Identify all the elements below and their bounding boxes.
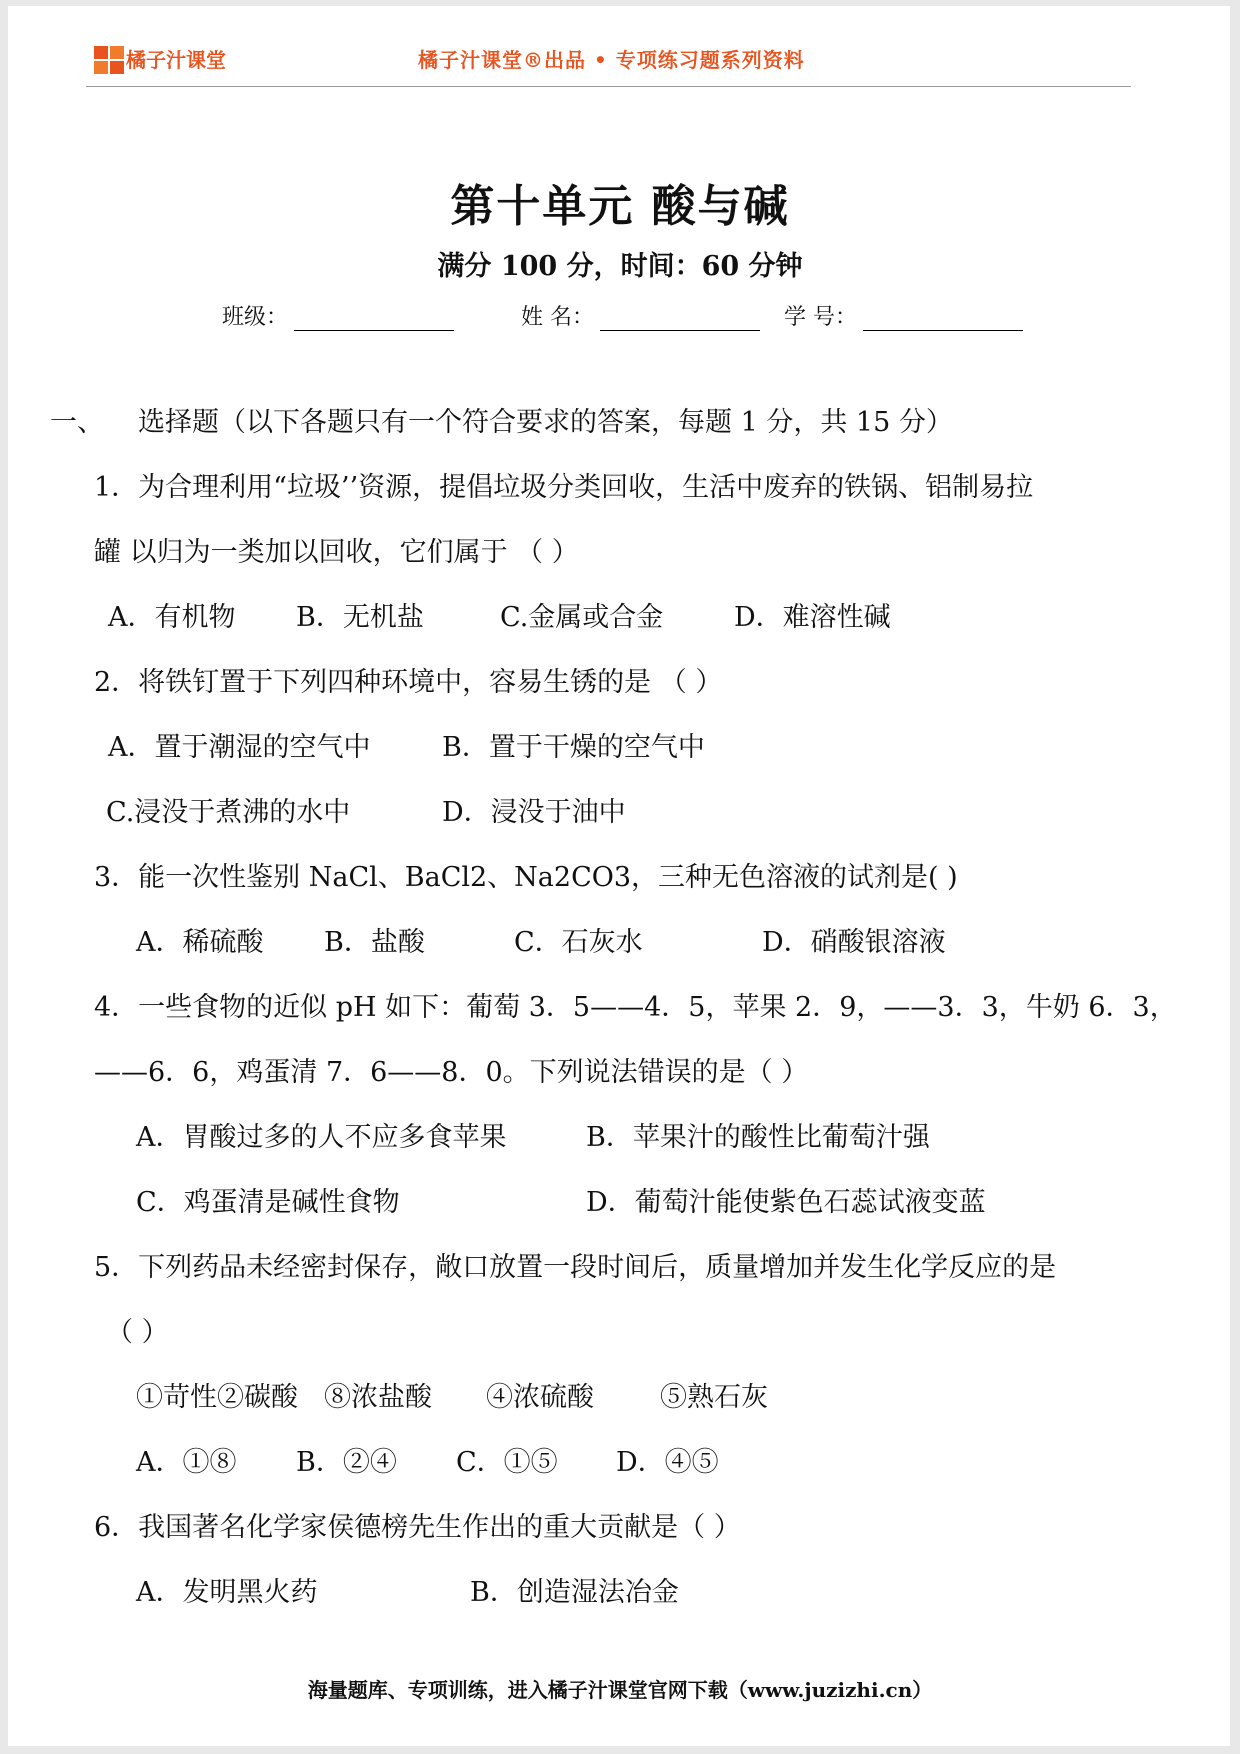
question-3-option-a: A．稀硫酸 <box>136 927 264 958</box>
question-1-option-d: D．难溶性碱 <box>734 602 891 633</box>
class-label: 班级： <box>222 305 289 330</box>
question-6-stem: 6．我国著名化学家侯德榜先生作出的重大贡献是（ ） <box>94 1512 741 1543</box>
id-field <box>784 300 1023 331</box>
page-header <box>86 42 1131 87</box>
question-5-item-2: ⑧浓盐酸 <box>324 1382 432 1413</box>
name-label: 姓 名： <box>521 305 594 330</box>
question-2-option-c: C.浸没于煮沸的水中 <box>106 797 351 828</box>
question-3-option-b: B．盐酸 <box>324 927 425 958</box>
page-footer: 海量题库、专项训练，进入橘子汁课堂官网下载（www.juzizhi.cn） <box>307 1678 933 1702</box>
question-1-stem-line2: 罐 以归为一类加以回收，它们属于 （ ） <box>94 537 579 568</box>
question-6-option-b: B．创造湿法冶金 <box>470 1577 679 1608</box>
question-1-option-b: B．无机盐 <box>296 602 424 633</box>
page-subtitle: 满分 100 分，时间：60 分钟 <box>437 251 803 282</box>
question-1-option-c: C.金属或合金 <box>500 602 664 633</box>
question-4-option-c: C．鸡蛋清是碱性食物 <box>136 1187 400 1218</box>
question-5-item-3: ④浓硫酸 <box>486 1382 594 1413</box>
question-5-item-1: ①苛性②碳酸 <box>136 1382 298 1413</box>
question-2-stem: 2．将铁钉置于下列四种环境中，容易生锈的是 （ ） <box>94 667 723 698</box>
question-3-stem: 3．能一次性鉴别 NaCl、BaCl2、Na2CO3，三种无色溶液的试剂是( ) <box>94 862 958 893</box>
question-5-option-a: A．①⑧ <box>136 1447 237 1478</box>
brand-logo-icon <box>94 46 126 76</box>
brand-name: 橘子汁课堂 <box>126 48 226 72</box>
class-blank[interactable] <box>294 308 454 331</box>
question-4-stem-line1: 4．一些食物的近似 pH 如下：葡萄 3．5——4．5，苹果 2．9，——3．3，牛奶 6．3， <box>94 992 1177 1023</box>
question-4-option-a: A．胃酸过多的人不应多食苹果 <box>136 1122 507 1153</box>
question-5-option-b: B．②④ <box>296 1447 397 1478</box>
section-number: 一、 <box>50 407 104 438</box>
question-2-option-d: D．浸没于油中 <box>442 797 626 828</box>
question-3-option-d: D．硝酸银溶液 <box>762 927 946 958</box>
question-6-option-a: A．发明黑火药 <box>136 1577 318 1608</box>
question-5-item-4: ⑤熟石灰 <box>660 1382 768 1413</box>
question-5-stem-line2: （ ） <box>106 1317 169 1348</box>
page-title: 第十单元 酸与碱 <box>450 181 790 232</box>
name-field <box>521 300 760 331</box>
class-field <box>222 300 454 331</box>
question-2-option-a: A．置于潮湿的空气中 <box>108 732 371 763</box>
question-4-option-d: D．葡萄汁能使紫色石蕊试液变蓝 <box>586 1187 986 1218</box>
question-5-option-d: D．④⑤ <box>616 1447 719 1478</box>
question-2-option-b: B．置于干燥的空气中 <box>442 732 705 763</box>
question-4-stem-line2: ——6．6，鸡蛋清 7．6——8．0。下列说法错误的是（ ） <box>94 1057 809 1088</box>
id-label: 学 号： <box>784 305 857 330</box>
question-5-stem-line1: 5．下列药品未经密封保存，敞口放置一段时间后，质量增加并发生化学反应的是 <box>94 1252 1057 1283</box>
question-1-option-a: A．有机物 <box>108 602 236 633</box>
question-3-option-c: C．石灰水 <box>514 927 643 958</box>
header-slogan: 橘子汁课堂®出品 • 专项练习题系列资料 <box>418 48 805 72</box>
name-blank[interactable] <box>600 308 760 331</box>
section-heading: 选择题（以下各题只有一个符合要求的答案，每题 1 分，共 15 分） <box>138 407 953 438</box>
question-1-stem-line1: 1．为合理利用“垃圾’’资源，提倡垃圾分类回收，生活中废弃的铁锅、铝制易拉 <box>94 472 1034 503</box>
question-4-option-b: B．苹果汁的酸性比葡萄汁强 <box>586 1122 930 1153</box>
id-blank[interactable] <box>863 308 1023 331</box>
question-5-option-c: C．①⑤ <box>456 1447 558 1478</box>
